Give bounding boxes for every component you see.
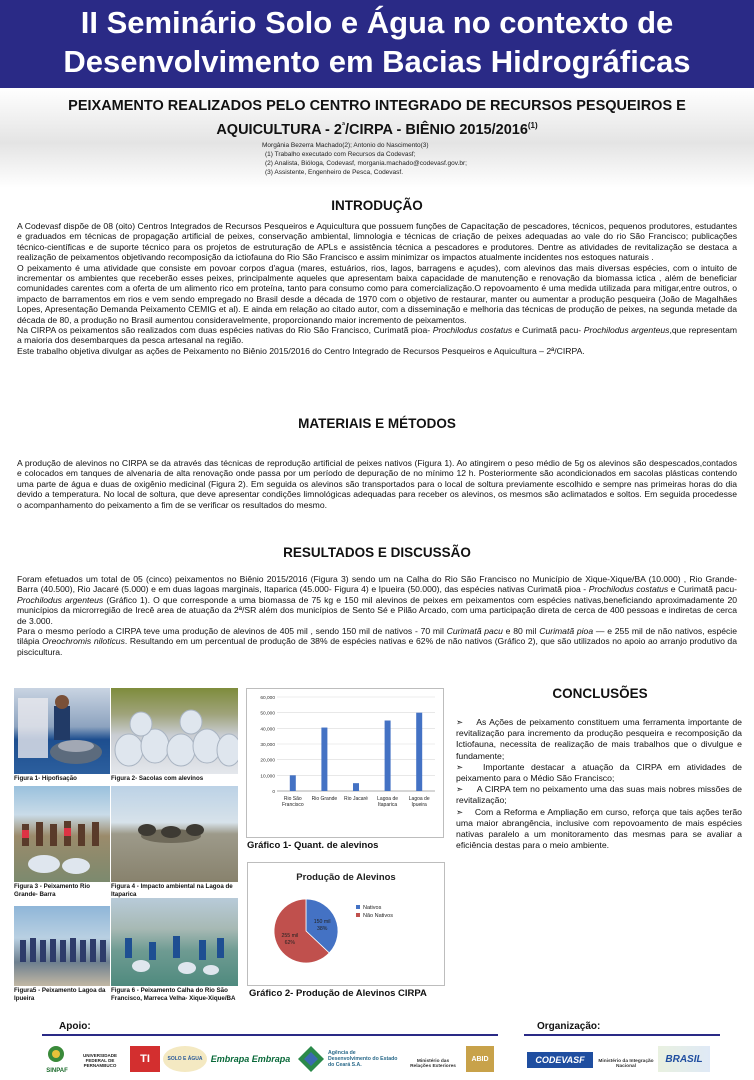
legend-swatch [356, 905, 360, 909]
photo-hipofisacao [14, 688, 110, 774]
x-tick-label: Rio Jacaré [344, 796, 368, 802]
chart-1-caption: Gráfico 1- Quant. de alevinos [247, 840, 379, 851]
figure-2-caption: Figura 2- Sacolas com alevinos [111, 775, 204, 782]
bar-1 [290, 775, 296, 791]
intro-paragraph-1: A Codevasf dispõe de 08 (oito) Centros Integrados de Recursos Pesqueiros e Aquicultura que possuem funções de Capacitação de pescadores, técnicos, pequenos produtores, estudantes e graduados em técnicas de propagação artificial de peixes, conservação ambiental, limnologia e técnicas de criação de peixes adequadas ao vale do rio São Francisco; publicações técnico-científicas e de suporte técnico para os projetos de estruturação de APLs e assistência técnica a pescadores e produtores. Dentre as atividades de revitalização se destaca a realização de peixamentos objetivando recomposição da ictiofauna do Rio São Francisco e assim minimizar os impactos atualmente incidentes nos estoques naturais . [17, 221, 737, 263]
legend-label: Não Nativos [363, 913, 393, 919]
photo-hipofisacao-art [14, 688, 110, 774]
conclusion-item-1: ➣ As Ações de peixamento constituem uma ferramenta importante de revitalização para incremento da produção pesqueira e recomposição da Ictiofauna, necessita de realização de mais trabalhos que o divulgue e fundamente; [456, 717, 742, 761]
chart-1-frame [246, 688, 444, 838]
logo-abid: ABID [466, 1046, 494, 1072]
conclusion-item-4: ➣ Com a Reforma e Ampliação em curso, reforça que tais ações terão uma maior abrangência, inclusive com repovoamento de mais espécies nativas paralelo a um monitoramento das mesmas para se avaliar a eficiência destas para o meio ambiente. [456, 806, 743, 851]
photo-rio-grande [14, 786, 110, 882]
banner-line-2: Desenvolvimento em Bacias Hidrográficas [63, 44, 691, 79]
logo-solo-agua: SOLO E ÁGUA [163, 1046, 207, 1072]
x-tick-label: Lagoa de Itaparica [377, 796, 399, 808]
x-tick-label: Rio São Francisco [281, 796, 304, 808]
photo-lagoa-ipueira-art [14, 906, 110, 986]
intro-paragraph-3: Na CIRPA os peixamentos são realizados com duas espécies nativas do Rio São Francisco, Curimatã pioa- Prochilodus costatus e Curimatã pacu- Prochilodus argenteus,que representam a maioria dos desembarques da pesca artesanal na região. [17, 325, 738, 346]
photo-calha-sao-francisco [111, 898, 238, 986]
bar-4 [385, 721, 391, 792]
bar-2 [321, 728, 327, 791]
paper-title-line-1: PEIXAMENTO REALIZADOS PELO CENTRO INTEGRADO DE RECURSOS PESQUEIROS E [68, 98, 686, 114]
methods-paragraph: A produção de alevinos no CIRPA se da através das técnicas de reprodução artificial de peixes nativos (Figura 1). Ao atingirem o peso médio de 5g os alevinos são despescados,contados e colocados em tanques de alvenaria de alta renovação onde passa por um período de depuração de no mínimo 12 h. Posteriormente são acondicionados em sacolas plásticas contendo uma parte de água e duas de oxigênio medicinal (Figura 2). Em seguida os alevinos são transportados para o local de soltura previamente escolhido e sempre nas primeiras horas do dia devido a temperatura. No local de soltura, que deve apresentar condições limnológicas adequadas para receber os alevinos, os mesmos são aclimatados e soltos. Em seguida procedesse o acompanhamento do peixamento a fim de se verificar os resultados do mesmo. [17, 458, 737, 510]
bar-chart [247, 689, 443, 837]
pie-data-label: 150 mil 38% [313, 919, 331, 933]
y-tick-label: 60,000 [260, 696, 275, 701]
logo-adece-emblem [296, 1044, 326, 1074]
conclusions-list [456, 717, 742, 851]
y-tick-label: 0 [272, 790, 275, 795]
section-heading-methods: MATERIAIS E MÉTODOS [298, 416, 456, 431]
banner-line-1: II Seminário Solo e Água no contexto de [80, 5, 674, 40]
y-tick-label: 10,000 [260, 774, 275, 780]
results-paragraph-2: Para o mesmo período a CIRPA teve uma produção de alevinos de 405 mil , sendo 150 mil de nativos - 70 mil Curimatã pacu e 80 mil Curimatã pioa — e 255 mil de não nativos, espécie tilápia Oreochromis niloticus. Resultando em um percentual de produção de 38% de espécies nativas e 62% de não nativos (Gráfico 2), que são utilizados no apoio ao arranjo produtivo da piscicultura. [17, 626, 737, 657]
bar-3 [353, 783, 359, 791]
photo-lagoa-itaparica [111, 786, 238, 882]
section-heading-conclusions: CONCLUSÕES [552, 686, 648, 701]
intro-paragraph-4: Este trabalho objetiva divulgar as ações de Peixamento no Biênio 2015/2016 do Centro Integrado de Recursos Pesqueiros e Aquicultura – 2ª/CIRPA. [17, 345, 585, 356]
authors-block [262, 141, 467, 177]
pie-title: Produção de Alevinos [296, 872, 396, 883]
affiliation-2: (2) Analista, Bióloga, Codevasf, morgania.machado@codevasf.gov.br; [265, 160, 467, 167]
authors-names: Morgânia Bezerra Machado(2); Antonio do Nascimento(3) [262, 142, 429, 149]
pie-chart [248, 863, 444, 985]
logo-brasil: BRASIL [658, 1046, 710, 1072]
pie-data-label: 255 mil 62% [281, 932, 299, 946]
y-tick-label: 50,000 [260, 711, 275, 717]
intro-text [17, 221, 737, 356]
y-tick-label: 30,000 [260, 743, 275, 748]
footer-organizacao-label: Organização: [537, 1021, 601, 1032]
paper-title-line-2: AQUICULTURA - $2^ª$/CIRPA - BIÊNIO 2015/2016$^{(1)}$ [216, 121, 538, 138]
logo-embrapa-1: Embrapa [210, 1053, 250, 1064]
x-tick-label: Rio Grande [311, 796, 338, 802]
logo-min-integracao: Ministério da Integração Nacional [598, 1058, 654, 1069]
footer-apoio-rule [42, 1034, 498, 1036]
bar-5 [416, 713, 422, 791]
logo-codevasf: CODEVASF [527, 1052, 593, 1068]
figure-1-caption: Figura 1- Hipofisação [14, 775, 77, 782]
photo-calha-sao-francisco-art [111, 898, 238, 986]
results-paragraph-1: Foram efetuados um total de 05 (cinco) peixamentos no Biênio 2015/2016 (Figura 3) sendo um na Calha do Rio São Francisco no Município de Xique-Xique/BA (10.000) , Rio Grande- Barra (40.500), Rio Jacaré (5.000) e em duas lagoas marginais, Itaparica (45.000- Figura 4) e Ipueira (50.000), das espécies nativas Curimatã pioa - Prochilodus costatus e Curimatã pacu- Prochilodus argenteus (Gráfico 1). O que corresponde a uma biomassa de 75 kg e 150 mil alevinos de peixes em peixamentos com espécies nativas,beneficiando aproximadamente 20 municípios da microrregião de Irecê area de atuação da 2ª/SR além dos municípios de Sento Sé e Pilão Arcado, com uma participação direta de cerca de 400 pessoas e indiretas de cerca de 3.000. [17, 574, 738, 626]
affiliation-3: (3) Assistente, Engenheiro de Pesca, Codevasf. [265, 169, 404, 176]
logo-mre: Ministério das Relações Exteriores [410, 1058, 456, 1069]
conclusion-item-3: ➣ A CIRPA tem no peixamento uma das suas mais nobres missões de revitalização; [456, 784, 742, 806]
section-heading-results: RESULTADOS E DISCUSSÃO [283, 545, 471, 560]
intro-paragraph-2: O peixamento é uma atividade que consiste em povoar corpos d'agua (mares, estuários, rios, lagos, barragens e açudes), com alevinos das mais diversas espécies, com o intuito de incrementar os ambientes que receberão esses peixes, principalmente aqueles que apresentam baixa capacidade de manutenção e renovação da biomassa ictica , além de beneficiar comunidades carentes com a oferta de um alimento rico em proteína, tanto para consumo como para comercialização.O repovoamento é uma medida utilizada para mitigar,entre outros, o impacto de barramentos em rios e vem sendo empregado no Brasil desde a década de 1970 com o objetivo de restaurar, manter ou aumentar a produção pesqueira (João de Magalhães Lopes, Apresentação Demanda Peixamento CEMIG et al). E ainda em relação ao citado autor, com a disseminação e melhoria das técnicas de produção de peixes, na segunda metade da década de 80, a produção no Brasil aumentou consideravelmente, proporcionando maior incremento de peixamentos. [17, 262, 737, 325]
chart-2-frame [247, 862, 445, 986]
affiliation-1: (1) Trabalho executado com Recursos da Codevasf; [265, 151, 416, 158]
section-heading-intro: INTRODUÇÃO [331, 198, 423, 213]
x-tick-label: Lagoa de Ipueira [408, 796, 430, 808]
figure-5-caption: Figura5 - Peixamento Lagoa da Ipueira [14, 987, 106, 1002]
photo-sacolas [111, 688, 238, 774]
logo-adece: Agência de Desenvolvimento do Estado do Ceará S.A. [328, 1050, 398, 1068]
logo-ti: TI [130, 1046, 160, 1072]
figure-6-caption: Figura 6 - Peixamento Calha do Rio São Francisco, Marreca Velha- Xique-Xique/BA [111, 987, 236, 1002]
legend-swatch [356, 913, 360, 917]
photo-lagoa-ipueira [14, 906, 110, 986]
photo-lagoa-itaparica-art [111, 786, 238, 882]
figure-4-caption: Figura 4 - Impacto ambiental na Lagoa de Itaparica [111, 883, 233, 898]
y-tick-label: 40,000 [260, 727, 275, 733]
photo-rio-grande-art [14, 786, 110, 882]
conclusion-item-2: ➣ Importante destacar a atuação da CIRPA em atividades de peixamento para o Médio São Francisco; [456, 761, 742, 784]
figure-3-caption: Figura 3 - Peixamento Rio Grande- Barra [14, 883, 90, 898]
footer-organizacao-rule [524, 1034, 720, 1036]
chart-2-caption: Gráfico 2- Produção de Alevinos CIRPA [249, 988, 427, 999]
logo-embrapa-2: Embrapa [251, 1053, 291, 1064]
event-banner [0, 0, 754, 88]
adece-emblem [296, 1044, 326, 1074]
footer-apoio-label: Apoio: [59, 1021, 91, 1032]
logo-sinpaf-text: SINPAF [46, 1067, 68, 1074]
photo-sacolas-art [111, 688, 238, 774]
legend-label: Nativos [363, 905, 382, 911]
logo-ufpe: UNIVERSIDADE FEDERAL DE PERNAMBUCO [82, 1052, 117, 1068]
results-text [17, 574, 737, 657]
y-tick-label: 20,000 [260, 758, 275, 764]
methods-text [17, 458, 737, 510]
